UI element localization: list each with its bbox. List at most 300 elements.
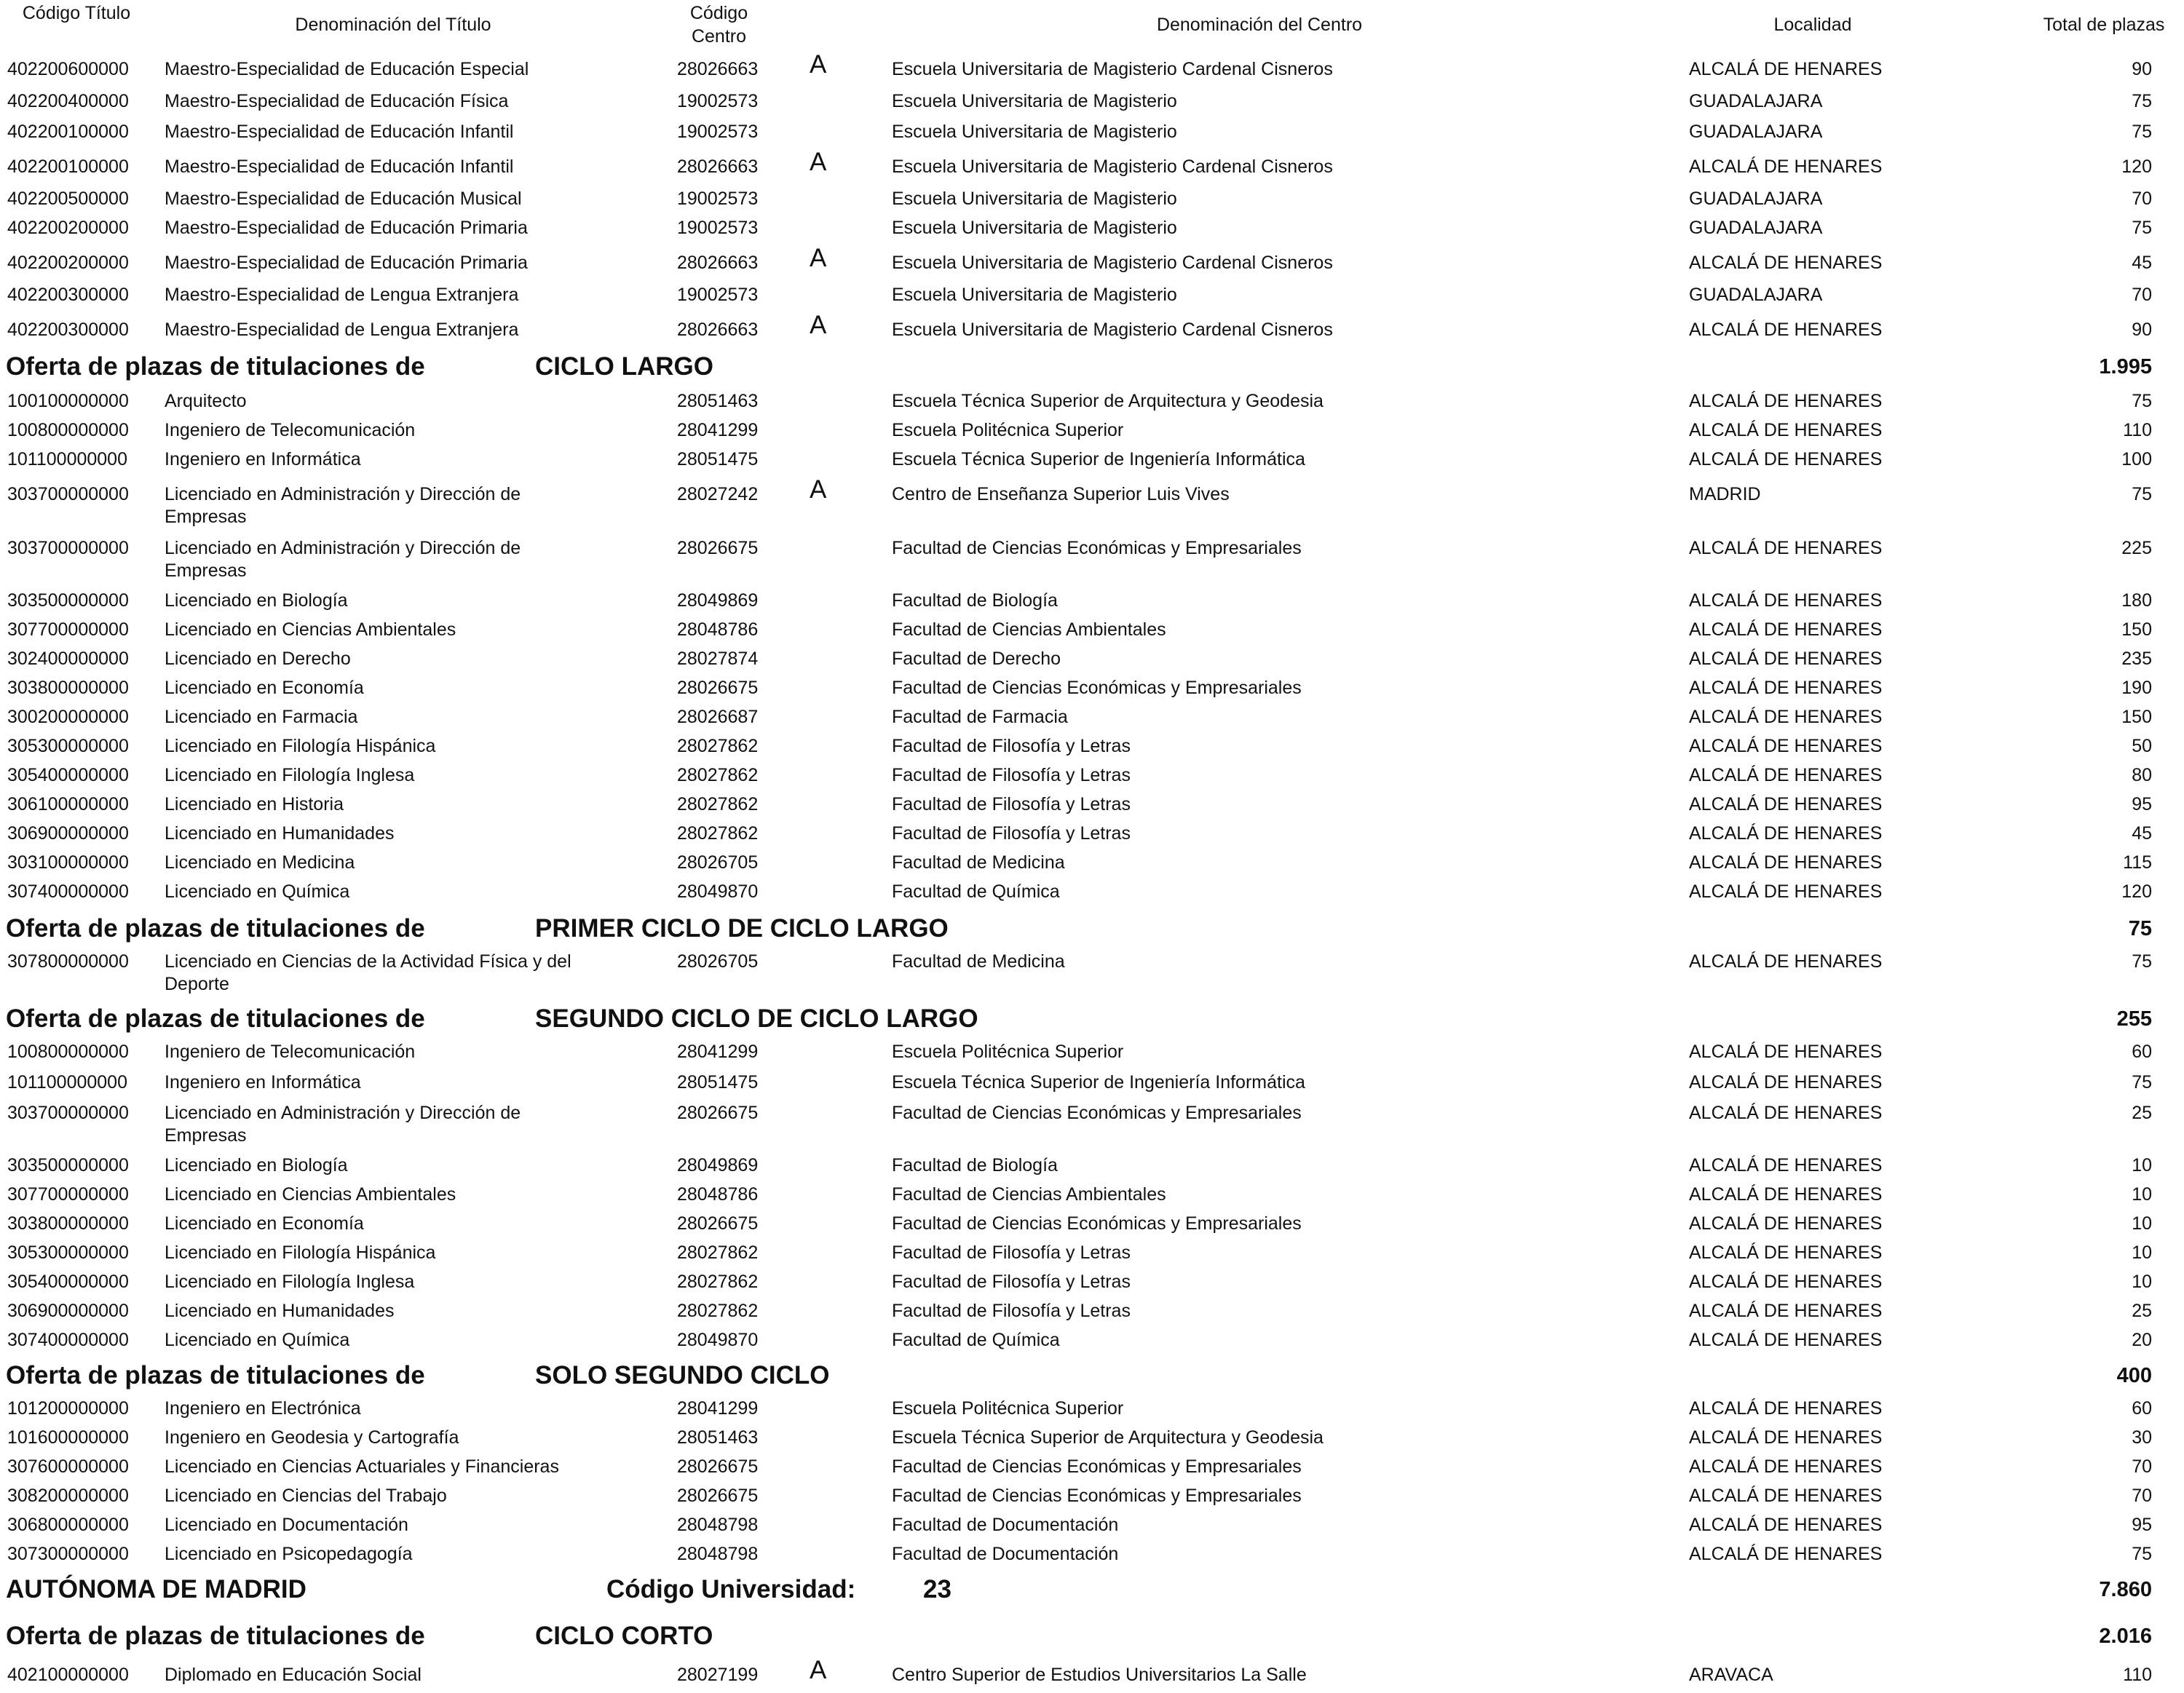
- centro-name: Escuela Técnica Superior de Arquitectura y Geodesia: [892, 391, 1324, 411]
- section-total: 255: [2116, 1007, 2152, 1031]
- centro-code: 19002573: [677, 122, 759, 142]
- table-row: [0, 50, 2184, 87]
- titulo-name: Licenciado en Biología: [165, 590, 348, 611]
- titulo-code: 305400000000: [7, 765, 129, 785]
- centro-name: Escuela Universitaria de Magisterio Cardenal Cisneros: [892, 320, 1333, 340]
- titulo-name: Ingeniero en Electrónica: [165, 1398, 361, 1419]
- centro-name: Facultad de Química: [892, 881, 1060, 902]
- table-row: [0, 852, 2184, 881]
- total-plazas: 70: [2132, 1456, 2152, 1477]
- total-plazas: 60: [2132, 1042, 2152, 1062]
- centro-code: 28026705: [677, 951, 759, 972]
- localidad: ALCALÁ DE HENARES: [1689, 765, 1883, 785]
- titulo-code: 101200000000: [7, 1398, 129, 1419]
- centro-code: 28048798: [677, 1544, 759, 1564]
- titulo-name: Licenciado en Administración y Dirección de Empresas: [165, 538, 521, 581]
- centro-name: Facultad de Ciencias Económicas y Empresariales: [892, 1456, 1302, 1477]
- localidad: ALCALÁ DE HENARES: [1689, 1398, 1883, 1419]
- section-heading: [0, 914, 2184, 945]
- table-row: [0, 475, 2184, 527]
- localidad: ALCALÁ DE HENARES: [1689, 1301, 1883, 1321]
- localidad: ALCALÁ DE HENARES: [1689, 707, 1883, 727]
- localidad: GUADALAJARA: [1689, 189, 1823, 209]
- centro-code: 28027242: [677, 484, 759, 504]
- titulo-name: Licenciado en Farmacia: [165, 707, 358, 727]
- titulo-name: Licenciado en Ciencias Ambientales: [165, 619, 456, 640]
- centro-code: 28027874: [677, 649, 759, 669]
- total-plazas: 10: [2132, 1155, 2152, 1175]
- total-plazas: 50: [2132, 736, 2152, 756]
- total-plazas: 25: [2132, 1301, 2152, 1321]
- total-plazas: 120: [2121, 881, 2152, 902]
- centro-code: 28051463: [677, 391, 759, 411]
- titulo-name: Ingeniero en Informática: [165, 1072, 361, 1093]
- centro-name: Facultad de Ciencias Económicas y Empresariales: [892, 1486, 1302, 1506]
- centro-code: 28049869: [677, 590, 759, 611]
- centro-flag: A: [810, 311, 827, 339]
- titulo-name: Licenciado en Historia: [165, 794, 344, 814]
- centro-flag: A: [810, 475, 827, 504]
- centro-code: 28048786: [677, 619, 759, 640]
- table-row: [0, 90, 2184, 119]
- section-heading: [0, 352, 2184, 383]
- localidad: ALCALÁ DE HENARES: [1689, 156, 1883, 177]
- centro-name: Centro de Enseñanza Superior Luis Vives: [892, 484, 1230, 504]
- centro-code: 28041299: [677, 1398, 759, 1419]
- centro-code: 28026663: [677, 320, 759, 340]
- titulo-code: 307700000000: [7, 1184, 129, 1205]
- titulo-code: 305400000000: [7, 1272, 129, 1292]
- titulo-code: 307400000000: [7, 881, 129, 902]
- centro-name: Facultad de Documentación: [892, 1515, 1119, 1535]
- total-plazas: 75: [2132, 122, 2152, 142]
- localidad: GUADALAJARA: [1689, 91, 1823, 111]
- centro-name: Facultad de Ciencias Económicas y Empresariales: [892, 538, 1302, 558]
- total-plazas: 10: [2132, 1184, 2152, 1205]
- titulo-code: 303100000000: [7, 852, 129, 873]
- total-plazas: 80: [2132, 765, 2152, 785]
- titulo-code: 307400000000: [7, 1330, 129, 1350]
- table-row: [0, 1543, 2184, 1572]
- titulo-name: Licenciado en Administración y Dirección de Empresas: [165, 1103, 521, 1146]
- titulo-name: Maestro-Especialidad de Educación Musical: [165, 189, 522, 209]
- table-row: [0, 1271, 2184, 1300]
- section-name: SEGUNDO CICLO DE CICLO LARGO: [535, 1004, 978, 1033]
- titulo-name: Maestro-Especialidad de Lengua Extranjera: [165, 320, 519, 340]
- total-plazas: 45: [2132, 823, 2152, 844]
- centro-code: 28027862: [677, 1301, 759, 1321]
- total-plazas: 150: [2121, 707, 2152, 727]
- titulo-code: 300200000000: [7, 707, 129, 727]
- titulo-name: Licenciado en Ciencias de la Actividad Física y del Deporte: [165, 951, 571, 994]
- titulo-name: Maestro-Especialidad de Lengua Extranjera: [165, 285, 519, 305]
- centro-name: Facultad de Filosofía y Letras: [892, 794, 1131, 814]
- localidad: ALCALÁ DE HENARES: [1689, 449, 1883, 469]
- university-name: AUTÓNOMA DE MADRID: [6, 1575, 306, 1603]
- localidad: ALCALÁ DE HENARES: [1689, 1103, 1883, 1123]
- localidad: ALCALÁ DE HENARES: [1689, 1272, 1883, 1292]
- titulo-name: Maestro-Especialidad de Educación Primaria: [165, 253, 528, 273]
- centro-code: 28026663: [677, 59, 759, 79]
- localidad: ALCALÁ DE HENARES: [1689, 590, 1883, 611]
- centro-code: 28027862: [677, 823, 759, 844]
- total-plazas: 225: [2121, 538, 2152, 558]
- table-row: [0, 121, 2184, 150]
- table-row: [0, 1485, 2184, 1514]
- localidad: ALCALÁ DE HENARES: [1689, 420, 1883, 440]
- localidad: ALCALÁ DE HENARES: [1689, 678, 1883, 698]
- table-row: [0, 793, 2184, 822]
- centro-name: Escuela Universitaria de Magisterio: [892, 122, 1177, 142]
- centro-flag: A: [810, 50, 827, 79]
- total-plazas: 150: [2121, 619, 2152, 640]
- centro-name: Facultad de Documentación: [892, 1544, 1119, 1564]
- total-plazas: 115: [2123, 852, 2152, 873]
- table-row: [0, 148, 2184, 185]
- table-row: [0, 764, 2184, 793]
- section-label: Oferta de plazas de titulaciones de: [6, 1004, 425, 1033]
- titulo-code: 402200200000: [7, 218, 129, 238]
- centro-code: 28026675: [677, 1456, 759, 1477]
- titulo-name: Licenciado en Filología Inglesa: [165, 1272, 415, 1292]
- total-plazas: 235: [2121, 649, 2152, 669]
- table-row: [0, 648, 2184, 677]
- total-plazas: 30: [2132, 1427, 2152, 1448]
- total-plazas: 90: [2132, 59, 2152, 79]
- table-row: [0, 1514, 2184, 1543]
- localidad: ALCALÁ DE HENARES: [1689, 852, 1883, 873]
- titulo-code: 305300000000: [7, 1242, 129, 1263]
- localidad: GUADALAJARA: [1689, 218, 1823, 238]
- table-row: [0, 735, 2184, 764]
- centro-name: Escuela Politécnica Superior: [892, 1042, 1124, 1062]
- centro-code: 28026705: [677, 852, 759, 873]
- table-row: [0, 217, 2184, 246]
- table-row: [0, 1242, 2184, 1271]
- titulo-name: Licenciado en Administración y Dirección de Empresas: [165, 484, 521, 527]
- titulo-code: 307300000000: [7, 1544, 129, 1564]
- centro-code: 28051475: [677, 449, 759, 469]
- centro-name: Facultad de Medicina: [892, 951, 1065, 972]
- centro-name: Escuela Universitaria de Magisterio: [892, 218, 1177, 238]
- table-row: [0, 188, 2184, 217]
- localidad: ALCALÁ DE HENARES: [1689, 1515, 1883, 1535]
- localidad: ALCALÁ DE HENARES: [1689, 951, 1883, 972]
- centro-flag: A: [810, 1656, 827, 1684]
- titulo-code: 100100000000: [7, 391, 129, 411]
- titulo-code: 306900000000: [7, 823, 129, 844]
- column-header-localidad: Localidad: [1773, 15, 1852, 35]
- centro-name: Facultad de Farmacia: [892, 707, 1068, 727]
- centro-code: 28026663: [677, 253, 759, 273]
- centro-name: Escuela Universitaria de Magisterio Cardenal Cisneros: [892, 253, 1333, 273]
- titulo-code: 303700000000: [7, 484, 129, 504]
- localidad: ALCALÁ DE HENARES: [1689, 1184, 1883, 1205]
- localidad: ALCALÁ DE HENARES: [1689, 1427, 1883, 1448]
- university-code: 23: [923, 1575, 951, 1603]
- total-plazas: 70: [2132, 285, 2152, 305]
- table-row: [0, 619, 2184, 648]
- centro-code: 28026663: [677, 156, 759, 177]
- total-plazas: 120: [2121, 156, 2152, 177]
- centro-code: 28041299: [677, 420, 759, 440]
- titulo-code: 402200100000: [7, 156, 129, 177]
- total-plazas: 75: [2132, 391, 2152, 411]
- localidad: ALCALÁ DE HENARES: [1689, 1213, 1883, 1234]
- table-row: [0, 1154, 2184, 1183]
- total-plazas: 10: [2132, 1242, 2152, 1263]
- titulo-name: Licenciado en Humanidades: [165, 823, 395, 844]
- centro-code: 28048798: [677, 1515, 759, 1535]
- titulo-name: Licenciado en Medicina: [165, 852, 355, 873]
- centro-name: Escuela Universitaria de Magisterio Cardenal Cisneros: [892, 156, 1333, 177]
- table-row: [0, 677, 2184, 706]
- titulo-name: Ingeniero en Geodesia y Cartografía: [165, 1427, 459, 1448]
- localidad: ALCALÁ DE HENARES: [1689, 794, 1883, 814]
- total-plazas: 75: [2132, 484, 2152, 504]
- titulo-code: 303800000000: [7, 1213, 129, 1234]
- titulo-name: Maestro-Especialidad de Educación Física: [165, 91, 509, 111]
- localidad: ALCALÁ DE HENARES: [1689, 619, 1883, 640]
- titulo-code: 307600000000: [7, 1456, 129, 1477]
- column-header-codigo-centro: Código Centro: [689, 3, 748, 47]
- centro-name: Facultad de Filosofía y Letras: [892, 765, 1131, 785]
- titulo-name: Licenciado en Ciencias del Trabajo: [165, 1486, 447, 1506]
- total-plazas: 75: [2132, 218, 2152, 238]
- centro-name: Facultad de Filosofía y Letras: [892, 1272, 1131, 1292]
- centro-code: 28027199: [677, 1665, 759, 1685]
- centro-code: 28027862: [677, 794, 759, 814]
- table-row: [0, 951, 2184, 994]
- localidad: ALCALÁ DE HENARES: [1689, 736, 1883, 756]
- section-name: PRIMER CICLO DE CICLO LARGO: [535, 914, 949, 943]
- localidad: ALCALÁ DE HENARES: [1689, 881, 1883, 902]
- column-header-total-plazas: Total de plazas: [2043, 15, 2165, 35]
- centro-code: 28027862: [677, 765, 759, 785]
- centro-code: 28026687: [677, 707, 759, 727]
- titulo-name: Licenciado en Ciencias Actuariales y Financieras: [165, 1456, 559, 1477]
- titulo-code: 308200000000: [7, 1486, 129, 1506]
- section-label: Oferta de plazas de titulaciones de: [6, 1622, 425, 1650]
- table-row: [0, 1071, 2184, 1101]
- section-heading: [0, 1004, 2184, 1035]
- total-plazas: 110: [2123, 420, 2152, 440]
- centro-name: Facultad de Ciencias Económicas y Empresariales: [892, 678, 1302, 698]
- total-plazas: 75: [2132, 91, 2152, 111]
- titulo-code: 402100000000: [7, 1665, 129, 1685]
- table-row: [0, 590, 2184, 619]
- centro-code: 28041299: [677, 1042, 759, 1062]
- localidad: ALCALÁ DE HENARES: [1689, 320, 1883, 340]
- titulo-name: Licenciado en Biología: [165, 1155, 348, 1175]
- section-label: Oferta de plazas de titulaciones de: [6, 352, 425, 381]
- localidad: ALCALÁ DE HENARES: [1689, 1544, 1883, 1564]
- titulo-code: 101100000000: [7, 449, 127, 469]
- total-plazas: 70: [2132, 189, 2152, 209]
- centro-code: 28051475: [677, 1072, 759, 1093]
- titulo-code: 402200300000: [7, 285, 129, 305]
- titulo-code: 402200200000: [7, 253, 129, 273]
- titulo-name: Ingeniero de Telecomunicación: [165, 1042, 416, 1062]
- localidad: ALCALÁ DE HENARES: [1689, 1330, 1883, 1350]
- centro-code: 28027862: [677, 1242, 759, 1263]
- localidad: ALCALÁ DE HENARES: [1689, 1155, 1883, 1175]
- titulo-code: 303700000000: [7, 538, 129, 558]
- total-plazas: 110: [2123, 1665, 2152, 1685]
- titulo-code: 302400000000: [7, 649, 129, 669]
- table-row: [0, 1300, 2184, 1329]
- centro-name: Facultad de Química: [892, 1330, 1060, 1350]
- table-row: [0, 1397, 2184, 1427]
- centro-code: 19002573: [677, 218, 759, 238]
- table-row: [0, 448, 2184, 477]
- table-row: [0, 244, 2184, 281]
- localidad: ALCALÁ DE HENARES: [1689, 1042, 1883, 1062]
- section-total: 75: [2128, 917, 2152, 940]
- table-row: [0, 1183, 2184, 1213]
- total-plazas: 95: [2132, 794, 2152, 814]
- table-row: [0, 881, 2184, 910]
- centro-name: Escuela Universitaria de Magisterio: [892, 91, 1177, 111]
- centro-name: Facultad de Filosofía y Letras: [892, 823, 1131, 844]
- section-total: 2.016: [2099, 1625, 2152, 1648]
- centro-name: Escuela Universitaria de Magisterio: [892, 285, 1177, 305]
- centro-flag: A: [810, 244, 827, 272]
- table-row: [0, 1456, 2184, 1485]
- total-plazas: 20: [2132, 1330, 2152, 1350]
- total-plazas: 45: [2132, 253, 2152, 273]
- centro-code: 28026675: [677, 1486, 759, 1506]
- table-row: [0, 537, 2184, 581]
- localidad: ALCALÁ DE HENARES: [1689, 391, 1883, 411]
- localidad: GUADALAJARA: [1689, 122, 1823, 142]
- section-heading: [0, 1622, 2184, 1652]
- titulo-code: 402200400000: [7, 91, 129, 111]
- centro-code: 28049870: [677, 881, 759, 902]
- titulo-name: Licenciado en Filología Hispánica: [165, 736, 436, 756]
- titulo-name: Licenciado en Ciencias Ambientales: [165, 1184, 456, 1205]
- titulo-name: Maestro-Especialidad de Educación Especial: [165, 59, 529, 79]
- centro-name: Escuela Técnica Superior de Ingeniería Informática: [892, 449, 1305, 469]
- table-row: [0, 1041, 2184, 1070]
- centro-name: Escuela Universitaria de Magisterio Cardenal Cisneros: [892, 59, 1333, 79]
- localidad: GUADALAJARA: [1689, 285, 1823, 305]
- localidad: ALCALÁ DE HENARES: [1689, 538, 1883, 558]
- titulo-name: Ingeniero en Informática: [165, 449, 361, 469]
- centro-code: 19002573: [677, 91, 759, 111]
- centro-code: 28049869: [677, 1155, 759, 1175]
- localidad: ALCALÁ DE HENARES: [1689, 823, 1883, 844]
- centro-name: Escuela Politécnica Superior: [892, 420, 1124, 440]
- university-code-label: Código Universidad:: [606, 1575, 856, 1603]
- centro-code: 28027862: [677, 736, 759, 756]
- centro-code: 19002573: [677, 285, 759, 305]
- centro-name: Facultad de Biología: [892, 1155, 1058, 1175]
- localidad: ALCALÁ DE HENARES: [1689, 1456, 1883, 1477]
- table-row: [0, 706, 2184, 735]
- centro-name: Escuela Universitaria de Magisterio: [892, 189, 1177, 209]
- centro-name: Centro Superior de Estudios Universitarios La Salle: [892, 1665, 1307, 1685]
- titulo-name: Licenciado en Química: [165, 1330, 350, 1350]
- section-name: CICLO CORTO: [535, 1622, 713, 1650]
- titulo-code: 402200500000: [7, 189, 129, 209]
- titulo-code: 101600000000: [7, 1427, 129, 1448]
- total-plazas: 10: [2132, 1213, 2152, 1234]
- titulo-name: Licenciado en Filología Hispánica: [165, 1242, 436, 1263]
- total-plazas: 180: [2121, 590, 2152, 611]
- table-row: [0, 822, 2184, 852]
- localidad: ALCALÁ DE HENARES: [1689, 1486, 1883, 1506]
- section-name: SOLO SEGUNDO CICLO: [535, 1361, 830, 1389]
- total-plazas: 10: [2132, 1272, 2152, 1292]
- table-row: [0, 1427, 2184, 1456]
- localidad: ALCALÁ DE HENARES: [1689, 649, 1883, 669]
- table-row: [0, 1213, 2184, 1242]
- centro-code: 28026675: [677, 538, 759, 558]
- table-row: [0, 311, 2184, 348]
- centro-code: 28051463: [677, 1427, 759, 1448]
- titulo-code: 402200100000: [7, 122, 129, 142]
- university-total: 7.860: [2099, 1578, 2152, 1601]
- titulo-name: Licenciado en Derecho: [165, 649, 351, 669]
- titulo-name: Licenciado en Psicopedagogía: [165, 1544, 413, 1564]
- total-plazas: 75: [2132, 1544, 2152, 1564]
- titulo-code: 306100000000: [7, 794, 129, 814]
- centro-name: Facultad de Filosofía y Letras: [892, 736, 1131, 756]
- localidad: MADRID: [1689, 484, 1761, 504]
- titulo-code: 402200300000: [7, 320, 129, 340]
- centro-name: Facultad de Ciencias Económicas y Empresariales: [892, 1103, 1302, 1123]
- total-plazas: 75: [2132, 951, 2152, 972]
- centro-code: 28026675: [677, 678, 759, 698]
- centro-name: Facultad de Filosofía y Letras: [892, 1301, 1131, 1321]
- localidad: ALCALÁ DE HENARES: [1689, 253, 1883, 273]
- centro-code: 28026675: [677, 1103, 759, 1123]
- centro-name: Facultad de Medicina: [892, 852, 1065, 873]
- titulo-code: 100800000000: [7, 420, 129, 440]
- centro-name: Facultad de Ciencias Económicas y Empresariales: [892, 1213, 1302, 1234]
- localidad: ALCALÁ DE HENARES: [1689, 1072, 1883, 1093]
- total-plazas: 90: [2132, 320, 2152, 340]
- titulo-name: Licenciado en Humanidades: [165, 1301, 395, 1321]
- titulo-name: Maestro-Especialidad de Educación Infantil: [165, 156, 514, 177]
- table-row: [0, 1329, 2184, 1358]
- total-plazas: 25: [2132, 1103, 2152, 1123]
- section-heading: [0, 1361, 2184, 1392]
- centro-name: Facultad de Ciencias Ambientales: [892, 619, 1166, 640]
- titulo-name: Licenciado en Economía: [165, 1213, 364, 1234]
- table-row: [0, 419, 2184, 448]
- titulo-name: Licenciado en Química: [165, 881, 350, 902]
- centro-code: 28026675: [677, 1213, 759, 1234]
- titulo-name: Diplomado en Educación Social: [165, 1665, 422, 1685]
- centro-name: Escuela Politécnica Superior: [892, 1398, 1124, 1419]
- table-row: [0, 1656, 2184, 1693]
- section-name: CICLO LARGO: [535, 352, 713, 381]
- total-plazas: 95: [2132, 1515, 2152, 1535]
- titulo-name: Licenciado en Documentación: [165, 1515, 408, 1535]
- titulo-code: 307700000000: [7, 619, 129, 640]
- centro-name: Facultad de Derecho: [892, 649, 1061, 669]
- table-row: [0, 1102, 2184, 1146]
- column-header-codigo-titulo: Código Título: [22, 3, 131, 23]
- titulo-code: 305300000000: [7, 736, 129, 756]
- section-total: 400: [2116, 1364, 2152, 1387]
- centro-code: 19002573: [677, 189, 759, 209]
- titulo-code: 303700000000: [7, 1103, 129, 1123]
- centro-code: 28048786: [677, 1184, 759, 1205]
- titulo-code: 307800000000: [7, 951, 129, 972]
